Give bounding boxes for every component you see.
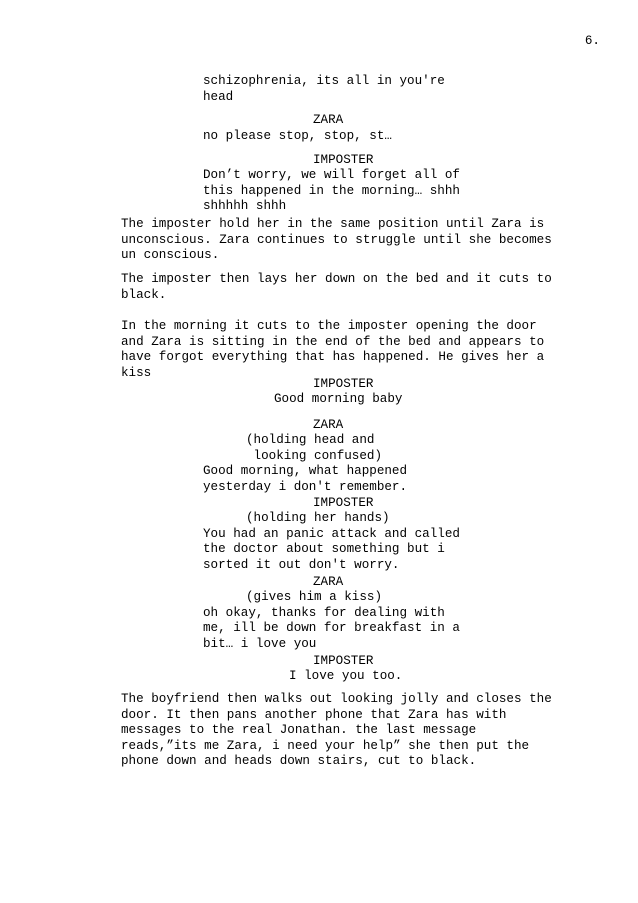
dialogue-line: Good morning, what happened yesterday i don't remember. — [203, 464, 408, 494]
dialogue-line: Don’t worry, we will forget all of this happened in the morning… shhh shhhhh shhh — [203, 168, 460, 214]
page-number: 6. — [584, 34, 600, 48]
character-name: ZARA — [313, 113, 344, 127]
character-name: IMPOSTER — [313, 654, 374, 668]
dialogue-line: Good morning baby — [274, 392, 403, 406]
action-paragraph: The imposter hold her in the same position until Zara is unconscious. Zara continues to struggle until she becomes un conscious. — [121, 217, 552, 263]
character-name: ZARA — [313, 575, 344, 589]
action-paragraph: The boyfriend then walks out looking jolly and closes the door. It then pans another phone that Zara has with messages to the real Jonathan. the last message reads,”its me Zara, i need your help” she then put the phone down and heads down stairs, cut to black. — [121, 692, 552, 769]
character-name: IMPOSTER — [313, 496, 374, 510]
parenthetical: (holding her hands) — [246, 511, 390, 525]
dialogue-line: oh okay, thanks for dealing with me, ill be down for breakfast in a bit… i love you — [203, 605, 460, 651]
character-name: ZARA — [313, 418, 344, 432]
character-name: IMPOSTER — [313, 377, 374, 391]
parenthetical: (gives him a kiss) — [246, 590, 383, 604]
dialogue-line: schizophrenia, its all in you're head — [203, 74, 445, 104]
action-paragraph: The imposter then lays her down on the bed and it cuts to black. — [121, 272, 552, 302]
parenthetical: (holding head and looking confused) — [246, 433, 383, 463]
dialogue-line: no please stop, stop, st… — [203, 129, 392, 143]
character-name: IMPOSTER — [313, 153, 374, 167]
dialogue-line: I love you too. — [289, 669, 403, 683]
action-paragraph: In the morning it cuts to the imposter opening the door and Zara is sitting in the end of the bed and appears to have forgot everything that has happened. He gives her a kiss — [121, 319, 545, 380]
dialogue-line: You had an panic attack and called the doctor about something but i sorted it out don't worry. — [203, 526, 460, 572]
